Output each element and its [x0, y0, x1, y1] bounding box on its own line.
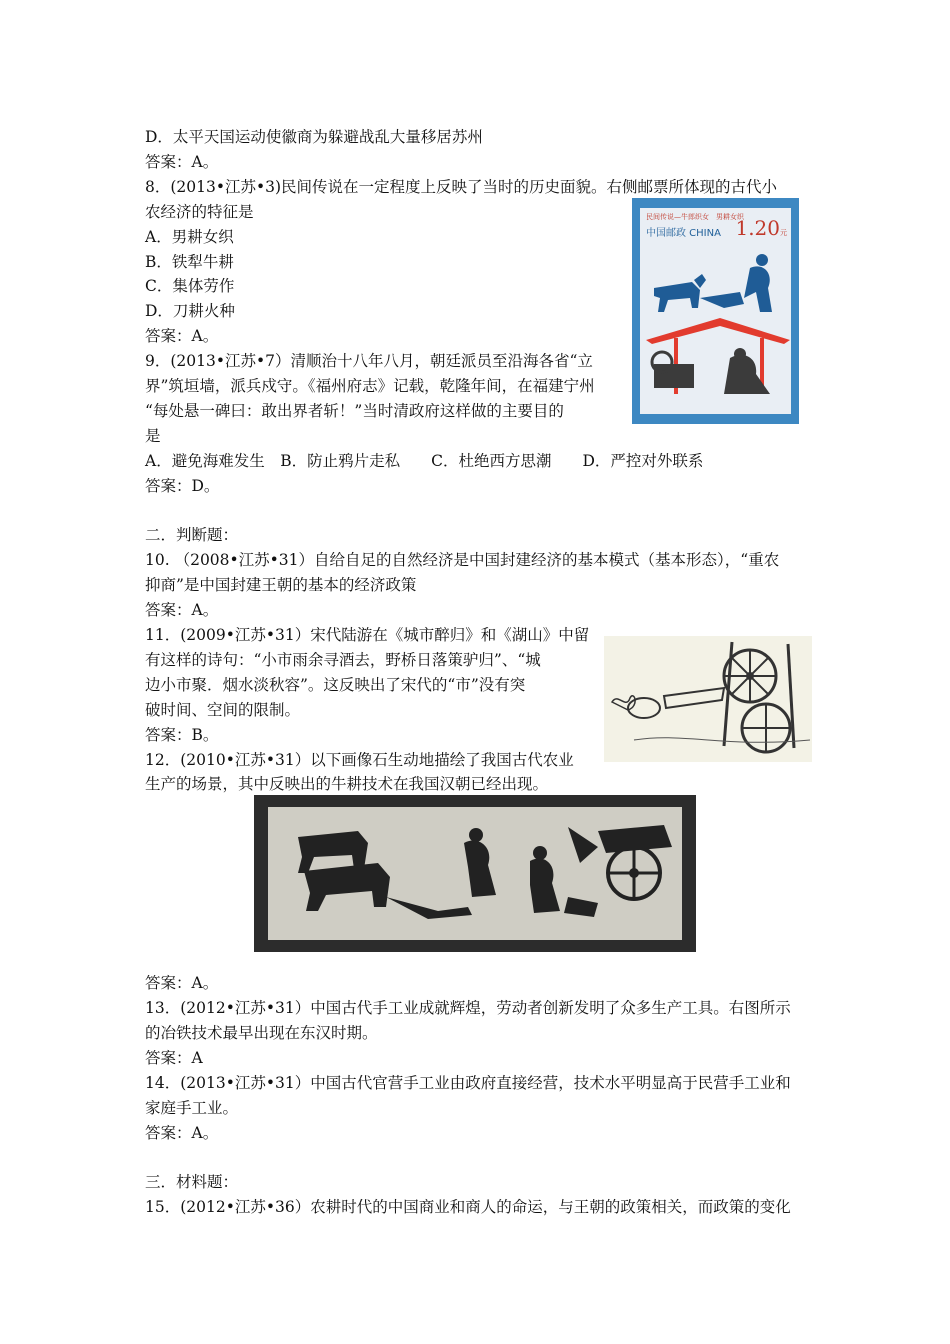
text-line: 农经济的特征是 — [145, 203, 254, 221]
text-line: 的冶铁技术最早出现在东汉时期。 — [145, 1024, 378, 1042]
relief-drawing — [268, 807, 682, 940]
stamp-header: 民间传说—牛郎织女 男耕女织 — [646, 213, 744, 221]
water-wheel-drawing — [604, 636, 812, 762]
stamp-issuer: 中国邮政 CHINA — [646, 228, 721, 239]
question-11-line: 11．(2009•江苏•31）宋代陆游在《城市醉归》和《湖山》中留 — [145, 626, 590, 644]
text-line: “每处悬一碑曰：敢出界者斩！”当时清政府这样做的主要目的 — [145, 402, 564, 420]
question-15-line: 15．(2012•江苏•36）农耕时代的中国商业和商人的命运，与王朝的政策相关，而政策的变化 — [145, 1198, 791, 1216]
han-stone-relief-image — [254, 795, 696, 952]
section-heading: 二．判断题： — [145, 526, 239, 544]
text-line: 有这样的诗句：“小市雨余寻酒去，野桥日落策驴归”、“城 — [145, 651, 541, 669]
question-12-line: 12．(2010•江苏•31）以下画像石生动地描绘了我国古代农业 — [145, 751, 574, 769]
question-10-line: 10. （2008•江苏•31）自给自足的自然经济是中国封建经济的基本模式（基本形态），“重农 — [145, 551, 780, 569]
answer-line: 答案：A。 — [145, 1124, 219, 1142]
text-line: 抑商”是中国封建王朝的基本的经济政策 — [145, 576, 417, 594]
text-line: 生产的场景，其中反映出的牛耕技术在我国汉朝已经出现。 — [145, 775, 549, 793]
option-b: B．铁犁牛耕 — [145, 253, 234, 271]
question-9-line: 9．(2013•江苏•7）清顺治十八年八月，朝廷派员至沿海各省“立 — [145, 352, 593, 370]
answer-line: 答案：B。 — [145, 726, 219, 744]
options-line: A．避免海难发生 B．防止鸦片走私 C．杜绝西方思潮 D．严控对外联系 — [145, 452, 704, 470]
answer-line: 答案：A。 — [145, 974, 219, 992]
answer-line: 答案：A。 — [145, 153, 219, 171]
question-14-line: 14．(2013•江苏•31）中国古代官营手工业由政府直接经营，技术水平明显高于民营手工业和 — [145, 1074, 791, 1092]
option-d: D．刀耕火种 — [145, 302, 235, 320]
answer-line: 答案：A。 — [145, 601, 219, 619]
answer-line: 答案：A — [145, 1049, 203, 1067]
water-wheel-bellows-image — [604, 636, 812, 762]
question-13-line: 13．(2012•江苏•31）中国古代手工业成就辉煌，劳动者创新发明了众多生产工具。右图所示 — [145, 999, 791, 1017]
section-heading: 三．材料题： — [145, 1173, 239, 1191]
text-line: D．太平天国运动使徽商为躲避战乱大量移居苏州 — [145, 128, 483, 146]
question-8-line: 8．(2013•江苏•3)民间传说在一定程度上反映了当时的历史面貌。右侧邮票所体现的古代小 — [145, 178, 778, 196]
answer-line: 答案：D。 — [145, 477, 220, 495]
stamp-value-unit: 元 — [780, 229, 787, 237]
text-line: 界”筑垣墙，派兵戍守。《福州府志》记载，乾隆年间，在福建宁州 — [145, 377, 595, 395]
answer-line: 答案：A。 — [145, 327, 219, 345]
postage-stamp-image — [632, 198, 799, 424]
option-a: A．男耕女织 — [145, 228, 234, 246]
option-c: C．集体劳作 — [145, 277, 235, 295]
text-line: 边小市聚．烟水淡秋容”。这反映出了宋代的“市”没有突 — [145, 676, 526, 694]
text-line: 家庭手工业。 — [145, 1099, 239, 1117]
stamp-value-number: 1.20 — [735, 216, 780, 240]
text-line: 是 — [145, 427, 161, 445]
text-line: 破时间、空间的限制。 — [145, 701, 301, 719]
stamp-illustration — [640, 208, 791, 414]
